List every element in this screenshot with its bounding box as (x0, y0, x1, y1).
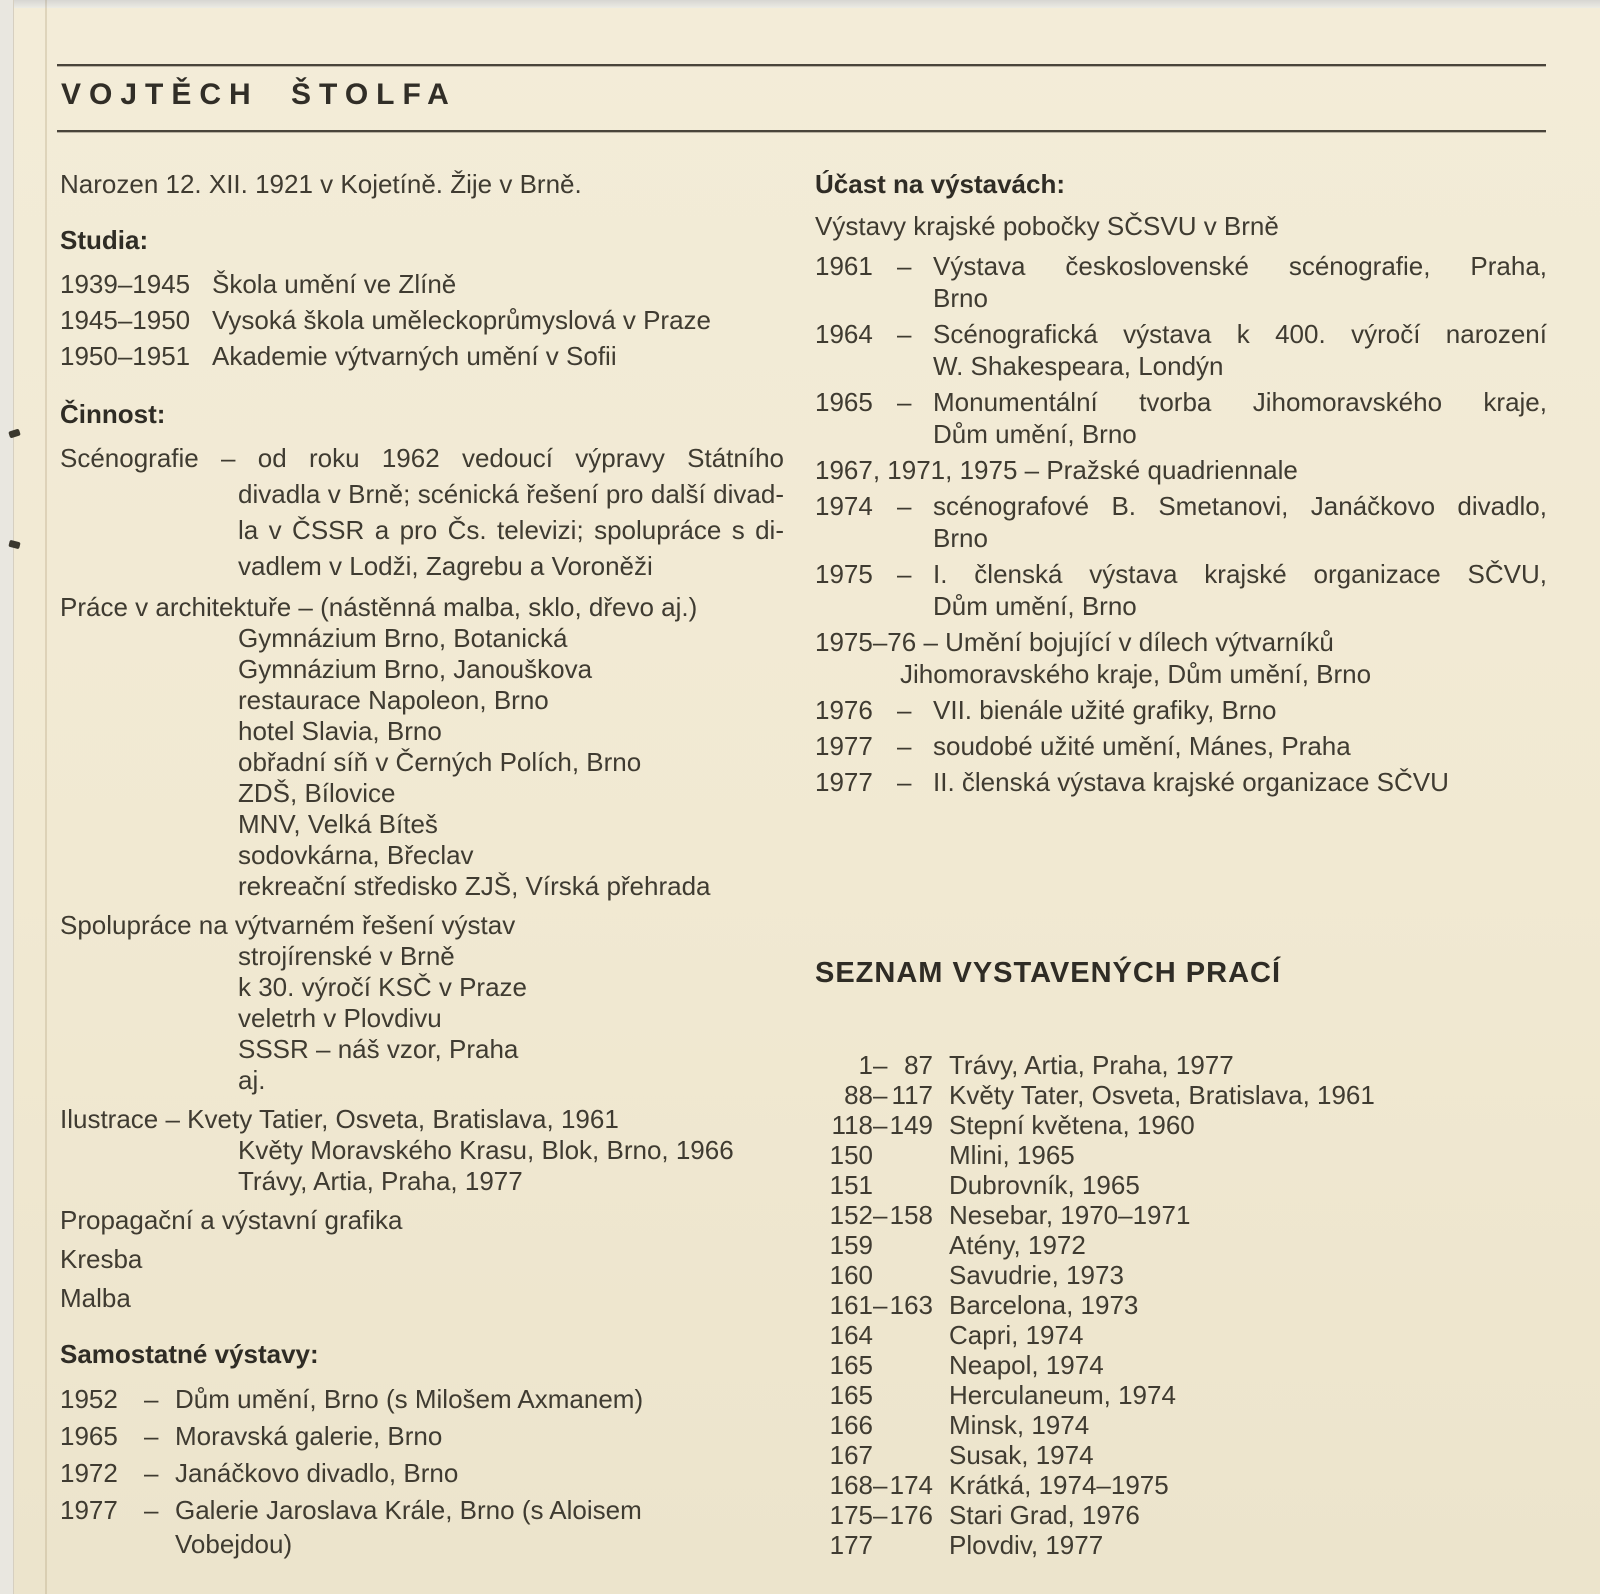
solo-text: Vobejdou) (175, 1529, 293, 1559)
entry-text: II. členská výstava krajské organizace SČVU (933, 767, 1449, 797)
dash-separator: – (897, 559, 912, 589)
cinnost-subitem: obřadní síň v Černých Polích, Brno (238, 747, 642, 777)
header-rule-top (57, 64, 1546, 67)
participation-entry (815, 454, 1547, 486)
entry-years: 1965 (815, 387, 873, 417)
works-list (815, 1050, 1547, 1560)
works-title: Savudrie, 1973 (949, 1260, 1124, 1290)
solo-text: Galerie Jaroslava Krále, Brno (s Aloisem (175, 1495, 642, 1525)
participation-intro: Výstavy krajské pobočky SČSVU v Brně (815, 211, 1279, 241)
cinnost-subitem: hotel Slavia, Brno (238, 716, 442, 746)
dash-separator: – (897, 319, 912, 349)
dash-separator: – (897, 695, 912, 725)
studia-item (60, 338, 784, 374)
dash-separator: – (897, 387, 912, 417)
works-row (815, 1500, 1547, 1530)
cinnost-line: Malba (60, 1283, 131, 1313)
works-number-start: 165 (829, 1350, 873, 1380)
dash-separator: – (144, 1421, 159, 1451)
works-number-end: 149 (889, 1110, 933, 1140)
cinnost-subitem: SSSR – náš vzor, Praha (238, 1034, 519, 1064)
dash-separator: – (144, 1384, 159, 1414)
works-number-start: 150 (829, 1140, 873, 1170)
studia-text: Škola umění ve Zlíně (212, 269, 457, 299)
cinnost-subitem: sodovkárna, Břeclav (238, 840, 474, 870)
cinnost-subitem: Gymnázium Brno, Janouškova (238, 654, 593, 684)
cinnost-line: Propagační a výstavní grafika (60, 1205, 403, 1235)
works-row (815, 1230, 1547, 1260)
works-row (815, 1440, 1547, 1470)
cinnost-subitem: aj. (238, 1065, 266, 1095)
entry-text: soudobé užité umění, Mánes, Praha (933, 731, 1351, 761)
entry-text: Scénografická výstava k 400. výročí narození (933, 319, 1547, 349)
solo-entry (60, 1419, 784, 1453)
cinnost-subitem: veletrh v Plovdivu (238, 1003, 442, 1033)
solo-entry (60, 1493, 784, 1561)
works-title: Trávy, Artia, Praha, 1977 (949, 1050, 1234, 1080)
works-title: Minsk, 1974 (949, 1410, 1090, 1440)
works-row (815, 1530, 1547, 1560)
cinnost-block (60, 1244, 784, 1275)
cinnost-line: Ilustrace – Kvety Tatier, Osveta, Bratislava, 1961 (60, 1104, 619, 1134)
works-row (815, 1470, 1547, 1500)
entry-years: 1961 (815, 251, 873, 281)
studia-text: Vysoká škola uměleckoprůmyslová v Praze (212, 305, 712, 335)
works-title: Květy Tater, Osveta, Bratislava, 1961 (949, 1080, 1375, 1110)
works-title: Barcelona, 1973 (949, 1290, 1139, 1320)
solo-entry (60, 1382, 784, 1416)
cinnost-block (60, 1205, 784, 1236)
scan-mark (8, 428, 21, 438)
entry-years: 1975 (815, 559, 873, 589)
cinnost-subitem: restaurace Napoleon, Brno (238, 685, 549, 715)
participation-entry (815, 626, 1547, 690)
participation-heading: Účast na výstavách: (815, 169, 1066, 199)
solo-year: 1965 (60, 1421, 118, 1451)
entry-years: 1964 (815, 319, 873, 349)
works-range-dash: – (873, 1470, 888, 1500)
cinnost-block (60, 910, 784, 1096)
works-title: Susak, 1974 (949, 1440, 1094, 1470)
participation-entry (815, 250, 1547, 314)
scan-edge-left (0, 0, 14, 1594)
works-number-start: 166 (829, 1410, 873, 1440)
cinnost-block (60, 440, 784, 584)
works-row (815, 1290, 1547, 1320)
right-column (815, 168, 1547, 1560)
solo-text: Janáčkovo divadlo, Brno (175, 1458, 459, 1488)
entry-text: I. členská výstava krajské organizace SČVU, (933, 559, 1547, 589)
cinnost-subitem: ZDŠ, Bílovice (238, 778, 396, 808)
studia-item (60, 266, 784, 302)
works-title: Atény, 1972 (949, 1230, 1086, 1260)
birth-line: Narozen 12. XII. 1921 v Kojetíně. Žije v Brně. (60, 169, 582, 199)
entry-text: VII. bienále užité grafiky, Brno (933, 695, 1277, 725)
works-title: Mlini, 1965 (949, 1140, 1075, 1170)
left-column (60, 168, 784, 1561)
works-title: Nesebar, 1970–1971 (949, 1200, 1191, 1230)
solo-entry (60, 1456, 784, 1490)
works-title: Stepní květena, 1960 (949, 1110, 1195, 1140)
participation-entry (815, 694, 1547, 726)
participation-line: 1967, 1971, 1975 – Pražské quadriennale (815, 455, 1298, 485)
studia-years: 1945–1950 (60, 305, 191, 335)
works-number-start: 175 (829, 1500, 873, 1530)
cinnost-subitem: Trávy, Artia, Praha, 1977 (238, 1166, 523, 1196)
works-number-start: 160 (829, 1260, 873, 1290)
participation-entry (815, 386, 1547, 450)
page-title: VOJTĚCH ŠTOLFA (61, 78, 457, 111)
entry-years: 1967, 1971, 1975 (815, 455, 1018, 485)
solo-year: 1972 (60, 1458, 118, 1488)
solo-text: Dům umění, Brno (s Milošem Axmanem) (175, 1384, 644, 1414)
entry-years: 1977 (815, 731, 873, 761)
cinnost-block (60, 592, 784, 902)
works-range-dash: – (873, 1290, 888, 1320)
works-number-start: 164 (829, 1320, 873, 1350)
works-title: Plovdiv, 1977 (949, 1530, 1104, 1560)
cinnost-subitem: Gymnázium Brno, Botanická (238, 623, 568, 653)
cinnost-subitem: strojírenské v Brně (238, 941, 455, 971)
cinnost-subitem: MNV, Velká Bíteš (238, 809, 438, 839)
cinnost-block (60, 1283, 784, 1314)
entry-text: scénografové B. Smetanovi, Janáčkovo divadlo, (933, 491, 1547, 521)
works-row (815, 1410, 1547, 1440)
studia-years: 1950–1951 (60, 341, 191, 371)
scan-edge-top (0, 0, 1600, 8)
works-row (815, 1200, 1547, 1230)
studia-item (60, 302, 784, 338)
entry-text: Brno (933, 523, 988, 553)
entry-years: 1975–76 (815, 627, 917, 657)
works-title: Capri, 1974 (949, 1320, 1084, 1350)
participation-list (815, 250, 1547, 798)
works-title: Dubrovník, 1965 (949, 1170, 1140, 1200)
works-number-start: 152 (829, 1200, 873, 1230)
dash-separator: – (144, 1458, 159, 1488)
works-number-end: 158 (889, 1200, 933, 1230)
participation-line: 1975–76 – Umění bojující v dílech výtvarníků (815, 627, 1334, 657)
cinnost-subitem: rekreační středisko ZJŠ, Vírská přehrada (238, 871, 711, 901)
works-title: Herculaneum, 1974 (949, 1380, 1176, 1410)
entry-text: Brno (933, 283, 988, 313)
works-number-start: 177 (829, 1530, 873, 1560)
works-row (815, 1320, 1547, 1350)
dash-separator: – (144, 1495, 159, 1525)
entry-years: 1974 (815, 491, 873, 521)
cinnost-line: divadla v Brně; scénická řešení pro další divad- (238, 479, 784, 509)
cinnost-line: vadlem v Lodži, Zagrebu a Voroněži (238, 551, 653, 581)
entry-years: 1976 (815, 695, 873, 725)
entry-text: Monumentální tvorba Jihomoravského kraje, (933, 387, 1547, 417)
works-range-dash: – (873, 1500, 888, 1530)
cinnost-subitem: Květy Moravského Krasu, Blok, Brno, 1966 (238, 1135, 734, 1165)
works-title: Stari Grad, 1976 (949, 1500, 1140, 1530)
dash-separator: – (897, 767, 912, 797)
works-number-start: 159 (829, 1230, 873, 1260)
works-number-start: 161 (829, 1290, 873, 1320)
participation-entry (815, 318, 1547, 382)
works-row (815, 1140, 1547, 1170)
works-number-start: 167 (829, 1440, 873, 1470)
works-heading: SEZNAM VYSTAVENÝCH PRACÍ (815, 957, 1282, 989)
cinnost-block (60, 1104, 784, 1197)
works-row (815, 1260, 1547, 1290)
solo-year: 1952 (60, 1384, 118, 1414)
participation-entry (815, 730, 1547, 762)
entry-text: Umění bojující v dílech výtvarníků (945, 627, 1334, 657)
dash-separator: – (897, 731, 912, 761)
works-number-start: 1 (858, 1050, 873, 1080)
works-row (815, 1170, 1547, 1200)
works-number-start: 88 (844, 1080, 873, 1110)
cinnost-line: Spolupráce na výtvarném řešení výstav (60, 910, 516, 940)
cinnost-line: Scénografie – od roku 1962 vedoucí výpravy Státního (60, 443, 784, 473)
studia-years: 1939–1945 (60, 269, 191, 299)
works-title: Krátká, 1974–1975 (949, 1470, 1169, 1500)
solo-heading: Samostatné výstavy: (60, 1339, 319, 1369)
studia-list (60, 266, 784, 374)
works-range-dash: – (873, 1050, 888, 1080)
works-number-start: 151 (829, 1170, 873, 1200)
cinnost-blocks (60, 440, 784, 1314)
solo-list (60, 1382, 784, 1561)
entry-text: Výstava československé scénografie, Praha, (933, 251, 1547, 281)
studia-text: Akademie výtvarných umění v Sofii (212, 341, 617, 371)
works-title: Neapol, 1974 (949, 1350, 1104, 1380)
participation-entry (815, 558, 1547, 622)
header-rule-bottom (57, 130, 1546, 133)
works-range-dash: – (873, 1110, 888, 1140)
works-row (815, 1110, 1547, 1140)
entry-text: Dům umění, Brno (933, 591, 1137, 621)
participation-entry (815, 490, 1547, 554)
cinnost-subitem: k 30. výročí KSČ v Praze (238, 972, 527, 1002)
works-number-end: 87 (904, 1050, 933, 1080)
cinnost-line: Práce v architektuře – (nástěnná malba, sklo, dřevo aj.) (60, 592, 698, 622)
works-number-end: 163 (889, 1290, 933, 1320)
works-row (815, 1350, 1547, 1380)
entry-text: W. Shakespeara, Londýn (933, 351, 1224, 381)
works-row (815, 1050, 1547, 1080)
works-number-start: 168 (829, 1470, 873, 1500)
works-number-start: 118 (831, 1110, 873, 1140)
cinnost-line: la v ČSSR a pro Čs. televizi; spolupráce s di- (238, 515, 784, 545)
works-row (815, 1380, 1547, 1410)
entry-years: 1977 (815, 767, 873, 797)
scan-crease-line (45, 0, 47, 1594)
dash-separator: – (897, 491, 912, 521)
works-range-dash: – (873, 1080, 888, 1110)
works-row (815, 1080, 1547, 1110)
cinnost-line: Kresba (60, 1244, 143, 1274)
entry-text: Pražské quadriennale (1046, 455, 1298, 485)
cinnost-heading: Činnost: (60, 399, 166, 429)
works-range-dash: – (873, 1200, 888, 1230)
dash-separator: – (897, 251, 912, 281)
participation-entry (815, 766, 1547, 798)
works-number-end: 176 (889, 1500, 933, 1530)
entry-text: Jihomoravského kraje, Dům umění, Brno (900, 659, 1372, 689)
entry-text: Dům umění, Brno (933, 419, 1137, 449)
studia-heading: Studia: (60, 225, 149, 255)
solo-text: Moravská galerie, Brno (175, 1421, 443, 1451)
works-number-start: 165 (829, 1380, 873, 1410)
works-number-end: 117 (891, 1080, 933, 1110)
works-number-end: 174 (889, 1470, 933, 1500)
solo-year: 1977 (60, 1495, 118, 1525)
